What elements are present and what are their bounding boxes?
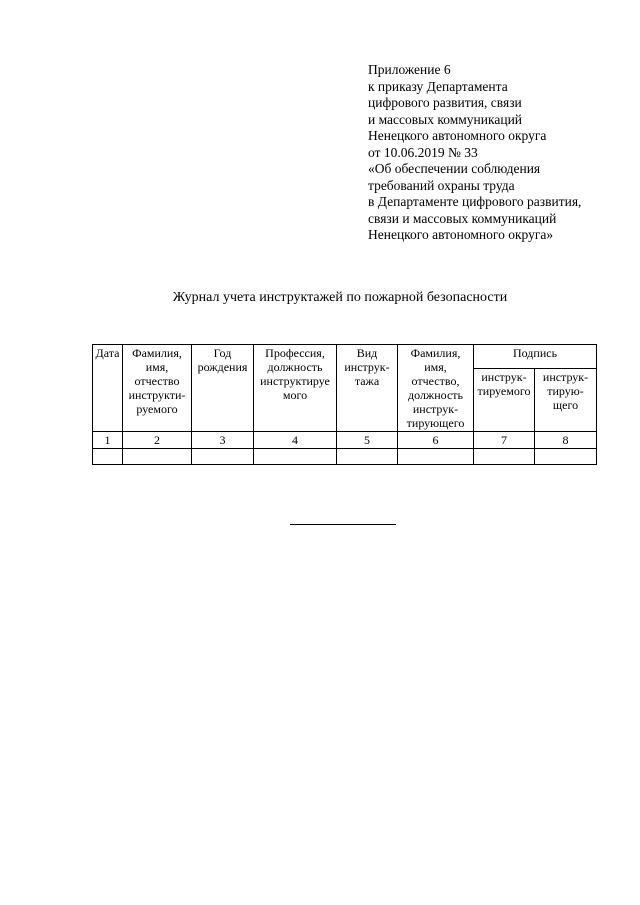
header-line: инструктируе <box>260 374 330 388</box>
header-line: отчество, <box>411 374 460 388</box>
column-number: 8 <box>535 432 597 449</box>
header-signature-group <box>474 345 597 369</box>
appendix-line: Ненецкого автономного округа <box>368 128 547 143</box>
header-line: Профессия, <box>265 346 325 360</box>
column-number: 4 <box>254 432 337 449</box>
header-line: рождения <box>197 360 248 374</box>
header-signature-instructor <box>535 368 597 431</box>
appendix-line: «Об обеспечении соблюдения <box>368 161 541 176</box>
column-number: 3 <box>192 432 254 449</box>
header-line: Год <box>213 346 232 360</box>
header-line: инструк- <box>481 369 527 384</box>
header-profession <box>254 345 337 432</box>
header-line: руемого <box>136 402 178 416</box>
column-number: 7 <box>474 432 535 449</box>
header-line: Дата <box>95 346 120 360</box>
header-line: тирующего <box>406 416 465 430</box>
table-cell <box>93 449 123 465</box>
column-number: 2 <box>123 432 192 449</box>
header-line: тирую- <box>547 383 584 398</box>
journal-table <box>92 344 597 465</box>
header-date <box>93 345 123 432</box>
header-line: Вид <box>356 346 378 360</box>
document-title: Журнал учета инструктажей по пожарной безопасности <box>172 290 508 305</box>
header-line: Подпись <box>512 346 558 360</box>
table-row <box>93 449 597 465</box>
header-signature-trainee <box>474 368 535 431</box>
header-line: тируемого <box>477 383 531 398</box>
appendix-block <box>368 62 628 244</box>
header-line: должность <box>267 360 323 374</box>
table-cell <box>535 449 597 465</box>
header-line: инструк- <box>542 369 589 384</box>
appendix-line: Приложение 6 <box>368 62 451 77</box>
header-line: Фамилия, <box>410 346 461 360</box>
table-cell <box>474 449 535 465</box>
header-trainee-name <box>123 345 192 432</box>
header-line: должность <box>408 388 463 402</box>
appendix-line: и массовых коммуникаций <box>368 111 523 127</box>
appendix-line: требований охраны труда <box>368 177 515 193</box>
header-line: мого <box>282 388 308 402</box>
column-number-row <box>93 432 597 449</box>
appendix-line: в Департаменте цифрового развития, <box>368 194 582 209</box>
header-line: инструкти- <box>128 388 186 402</box>
column-number: 5 <box>337 432 398 449</box>
table-cell <box>254 449 337 465</box>
appendix-line: связи и массовых коммуникаций <box>368 210 557 226</box>
header-instructor <box>398 345 474 432</box>
end-divider <box>290 524 396 525</box>
column-number: 6 <box>398 432 474 449</box>
column-number: 1 <box>93 432 123 449</box>
header-line: имя, <box>424 360 447 374</box>
appendix-line: от 10.06.2019 № 33 <box>368 144 478 160</box>
header-line: имя, <box>145 360 169 374</box>
header-line: тажа <box>354 374 380 388</box>
header-line: отчество <box>134 374 180 388</box>
table-cell <box>398 449 474 465</box>
table-cell <box>123 449 192 465</box>
table-cell <box>337 449 398 465</box>
header-birth-year <box>192 345 254 432</box>
appendix-line: Ненецкого автономного округа» <box>368 227 554 242</box>
header-instruction-type <box>337 345 398 432</box>
table-cell <box>192 449 254 465</box>
header-line: инструк- <box>344 360 390 374</box>
header-line: инструк- <box>412 402 459 416</box>
header-line: Фамилия, <box>132 346 182 360</box>
appendix-line: цифрового развития, связи <box>368 95 522 110</box>
appendix-line: к приказу Департамента <box>368 78 508 94</box>
header-line: щего <box>552 397 579 412</box>
